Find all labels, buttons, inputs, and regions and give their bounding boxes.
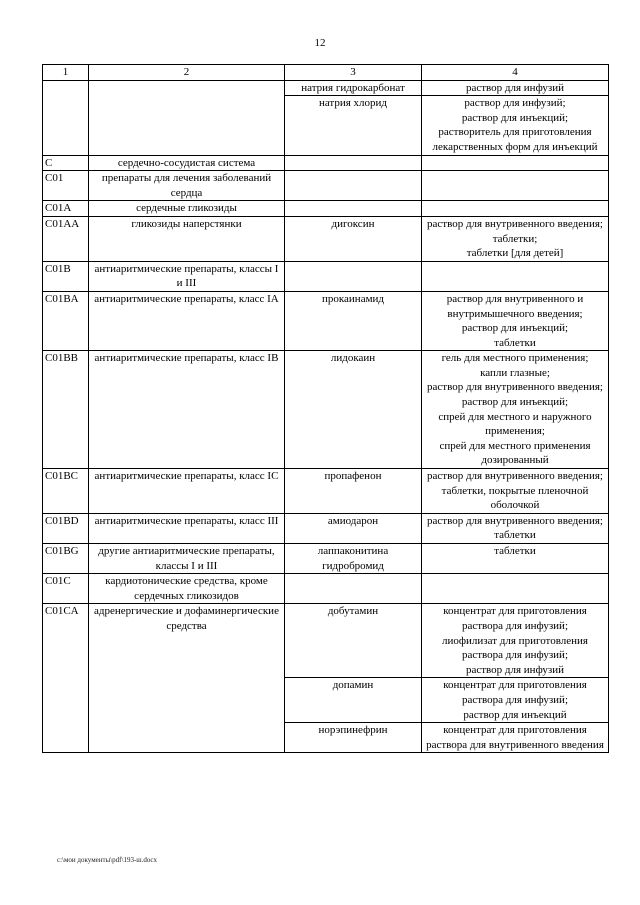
group-cell: антиаритмические препараты, класс III bbox=[89, 513, 285, 543]
table-row bbox=[43, 574, 609, 604]
atc-code-cell: C01C bbox=[43, 574, 89, 604]
drug-cell bbox=[285, 171, 422, 201]
form-line: таблетки bbox=[494, 545, 536, 557]
form-line: лиофилизат для приготовления раствора для инфузий; bbox=[442, 634, 588, 662]
atc-code-cell: C01BA bbox=[43, 291, 89, 350]
form-line: концентрат для приготовления раствора для внутривенного введения bbox=[426, 724, 604, 751]
atc-code-cell bbox=[43, 80, 89, 155]
table-row bbox=[43, 80, 609, 96]
drug-cell bbox=[285, 155, 422, 171]
table-row bbox=[43, 171, 609, 201]
form-line: раствор для инъекций bbox=[463, 708, 567, 721]
column-header-2: 2 bbox=[89, 65, 285, 81]
form-line: спрей для местного применения дозированный bbox=[439, 439, 591, 467]
table-row bbox=[43, 216, 609, 261]
form-line: концентрат для приготовления раствора для инфузий; bbox=[443, 679, 587, 706]
atc-code-cell: C bbox=[43, 155, 89, 171]
form-line: таблетки, покрытые пленочной оболочкой bbox=[441, 484, 589, 512]
drug-cell: прокаинамид bbox=[285, 291, 422, 350]
atc-code-cell: C01A bbox=[43, 201, 89, 217]
forms-cell bbox=[422, 261, 609, 291]
atc-code-cell: C01 bbox=[43, 171, 89, 201]
drug-cell: натрия гидрокарбонат bbox=[285, 80, 422, 96]
page-number: 12 bbox=[314, 37, 326, 49]
atc-code-cell: C01B bbox=[43, 261, 89, 291]
form-line: раствор для инъекций; bbox=[461, 111, 569, 124]
forms-cell bbox=[422, 574, 609, 604]
drug-table bbox=[42, 64, 609, 753]
group-cell: антиаритмические препараты, классы I и III bbox=[89, 261, 285, 291]
form-line: таблетки; bbox=[492, 232, 538, 245]
drug-cell bbox=[285, 261, 422, 291]
table-row bbox=[43, 513, 609, 543]
forms-cell bbox=[422, 723, 609, 753]
forms-cell bbox=[422, 201, 609, 217]
form-line: спрей для местного и наружного применения; bbox=[438, 410, 592, 438]
forms-cell bbox=[422, 216, 609, 261]
form-line: раствор для инфузий bbox=[465, 663, 565, 676]
group-cell: антиаритмические препараты, класс IA bbox=[89, 291, 285, 350]
form-line: гель для местного применения; bbox=[441, 352, 589, 365]
forms-cell bbox=[422, 604, 609, 678]
table-header-row bbox=[43, 65, 609, 81]
form-line: раствор для инъекций; bbox=[461, 396, 569, 409]
atc-code-cell: C01BB bbox=[43, 351, 89, 469]
column-header-3: 3 bbox=[285, 65, 422, 81]
form-line: таблетки bbox=[494, 529, 536, 542]
drug-cell: лидокаин bbox=[285, 351, 422, 469]
atc-code-cell: C01CA bbox=[43, 604, 89, 753]
form-line: раствор для инфузий; bbox=[464, 97, 566, 110]
forms-cell bbox=[422, 171, 609, 201]
group-cell: антиаритмические препараты, класс IC bbox=[89, 469, 285, 514]
atc-code-cell: C01BC bbox=[43, 469, 89, 514]
table-row bbox=[43, 261, 609, 291]
drug-cell: амиодарон bbox=[285, 513, 422, 543]
form-line: раствор для инъекций; bbox=[461, 322, 569, 335]
form-line: растворитель для приготовления лекарственных форм для инъекций bbox=[432, 126, 598, 153]
atc-code-cell: C01BG bbox=[43, 544, 89, 574]
table-row bbox=[43, 469, 609, 514]
column-header-4: 4 bbox=[422, 65, 609, 81]
column-header-1: 1 bbox=[43, 65, 89, 81]
forms-cell bbox=[422, 155, 609, 171]
table-row bbox=[43, 351, 609, 469]
group-cell: другие антиаритмические препараты, классы I и III bbox=[89, 544, 285, 574]
table-row bbox=[43, 291, 609, 350]
group-cell: сердечные гликозиды bbox=[89, 201, 285, 217]
drug-cell: лаппаконитина гидробромид bbox=[285, 544, 422, 574]
forms-cell bbox=[422, 678, 609, 723]
drug-cell: допамин bbox=[285, 678, 422, 723]
form-line: концентрат для приготовления раствора для инфузий; bbox=[443, 605, 587, 632]
group-cell: гликозиды наперстянки bbox=[89, 216, 285, 261]
table-row bbox=[43, 604, 609, 678]
group-cell bbox=[89, 80, 285, 155]
form-line: раствор для внутривенного и внутримышечного введения; bbox=[446, 292, 584, 320]
form-line: капли глазные; bbox=[480, 366, 550, 379]
drug-cell: натрия хлорид bbox=[285, 96, 422, 155]
forms-cell bbox=[422, 469, 609, 514]
document-path-footer: c:\мои документы\pdf\193-ш.docx bbox=[57, 856, 158, 864]
forms-cell bbox=[422, 351, 609, 469]
forms-cell bbox=[422, 80, 609, 96]
table-row bbox=[43, 544, 609, 574]
form-line: раствор для внутривенного введения; bbox=[427, 381, 603, 394]
form-line: раствор для инфузий bbox=[465, 81, 565, 94]
form-line: раствор для внутривенного введения; bbox=[427, 217, 603, 230]
form-line: таблетки bbox=[494, 336, 536, 349]
forms-cell bbox=[422, 291, 609, 350]
drug-cell: пропафенон bbox=[285, 469, 422, 514]
table-row bbox=[43, 155, 609, 171]
group-cell: адренергические и дофаминергические средства bbox=[89, 604, 285, 753]
drug-cell: дигоксин bbox=[285, 216, 422, 261]
atc-code-cell: C01AA bbox=[43, 216, 89, 261]
forms-cell bbox=[422, 96, 609, 155]
group-cell: кардиотонические средства, кроме сердечных гликозидов bbox=[89, 574, 285, 604]
drug-cell: норэпинефрин bbox=[285, 723, 422, 753]
table-row bbox=[43, 201, 609, 217]
form-line: раствор для внутривенного введения; bbox=[427, 514, 603, 527]
group-cell: антиаритмические препараты, класс IB bbox=[89, 351, 285, 469]
group-cell: препараты для лечения заболеваний сердца bbox=[89, 171, 285, 201]
forms-cell bbox=[422, 544, 609, 574]
form-line: таблетки [для детей] bbox=[466, 247, 564, 260]
drug-cell bbox=[285, 574, 422, 604]
drug-cell: добутамин bbox=[285, 604, 422, 678]
form-line: раствор для внутривенного введения; bbox=[427, 470, 603, 483]
forms-cell bbox=[422, 513, 609, 543]
group-cell: сердечно-сосудистая система bbox=[89, 155, 285, 171]
atc-code-cell: C01BD bbox=[43, 513, 89, 543]
drug-cell bbox=[285, 201, 422, 217]
